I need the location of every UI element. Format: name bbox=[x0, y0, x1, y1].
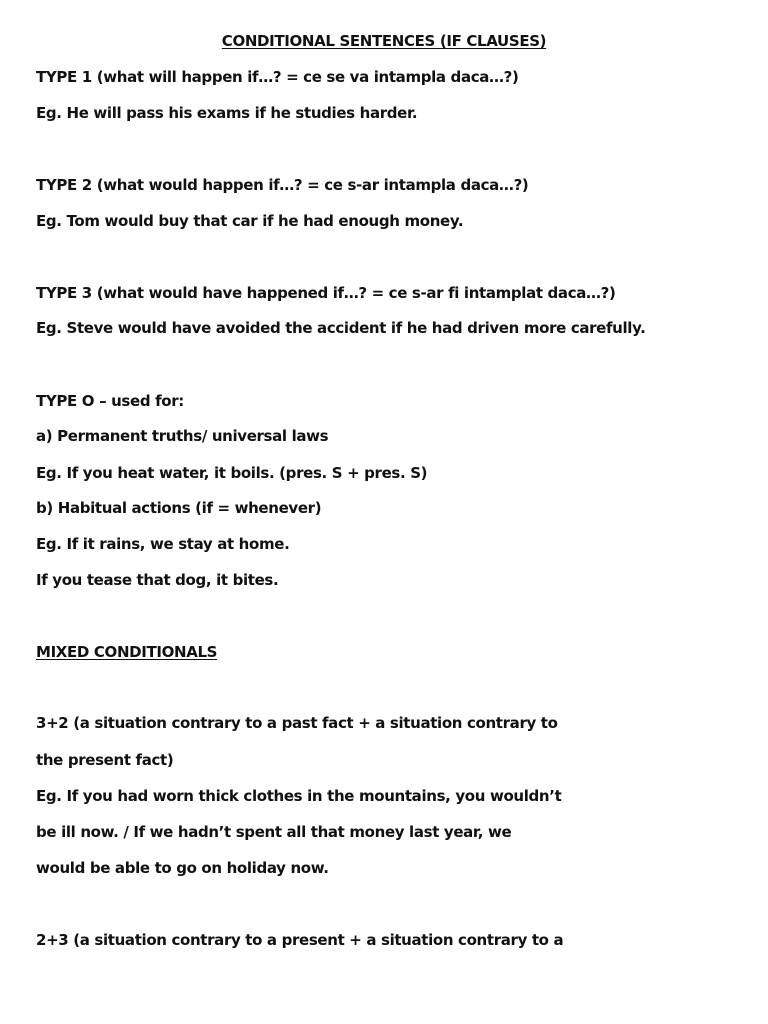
type0-habitual-actions-example-2: If you tease that dog, it bites. bbox=[36, 571, 279, 589]
type0-heading: TYPE O – used for: bbox=[36, 392, 184, 410]
type2-example: Eg. Tom would buy that car if he had enough money. bbox=[36, 212, 464, 230]
mixed-conditionals-heading: MIXED CONDITIONALS bbox=[36, 643, 218, 661]
document-title: CONDITIONAL SENTENCES (IF CLAUSES) bbox=[221, 32, 547, 50]
type3-heading: TYPE 3 (what would have happened if…? = ce s-ar fi intamplat daca…?) bbox=[36, 284, 616, 302]
type1-example: Eg. He will pass his exams if he studies harder. bbox=[36, 104, 418, 122]
mixed-2-3-description-line-1: 2+3 (a situation contrary to a present + a situation contrary to a bbox=[36, 931, 564, 949]
mixed-3-2-example-line-1: Eg. If you had worn thick clothes in the mountains, you wouldn’t bbox=[36, 787, 562, 805]
type0-permanent-truths-example: Eg. If you heat water, it boils. (pres. S + pres. S) bbox=[36, 464, 428, 482]
type2-heading: TYPE 2 (what would happen if…? = ce s-ar intampla daca…?) bbox=[36, 176, 529, 194]
mixed-3-2-description-line-1: 3+2 (a situation contrary to a past fact + a situation contrary to bbox=[36, 714, 558, 732]
mixed-3-2-description-line-2: the present fact) bbox=[36, 751, 174, 769]
type3-example: Eg. Steve would have avoided the accident if he had driven more carefully. bbox=[36, 319, 646, 337]
mixed-3-2-example-line-2: be ill now. / If we hadn’t spent all that money last year, we bbox=[36, 823, 512, 841]
type0-habitual-actions-example-1: Eg. If it rains, we stay at home. bbox=[36, 535, 290, 553]
type0-permanent-truths-label: a) Permanent truths/ universal laws bbox=[36, 427, 329, 445]
type1-heading: TYPE 1 (what will happen if…? = ce se va intampla daca…?) bbox=[36, 68, 519, 86]
type0-habitual-actions-label: b) Habitual actions (if = whenever) bbox=[36, 499, 322, 517]
mixed-3-2-example-line-3: would be able to go on holiday now. bbox=[36, 859, 329, 877]
